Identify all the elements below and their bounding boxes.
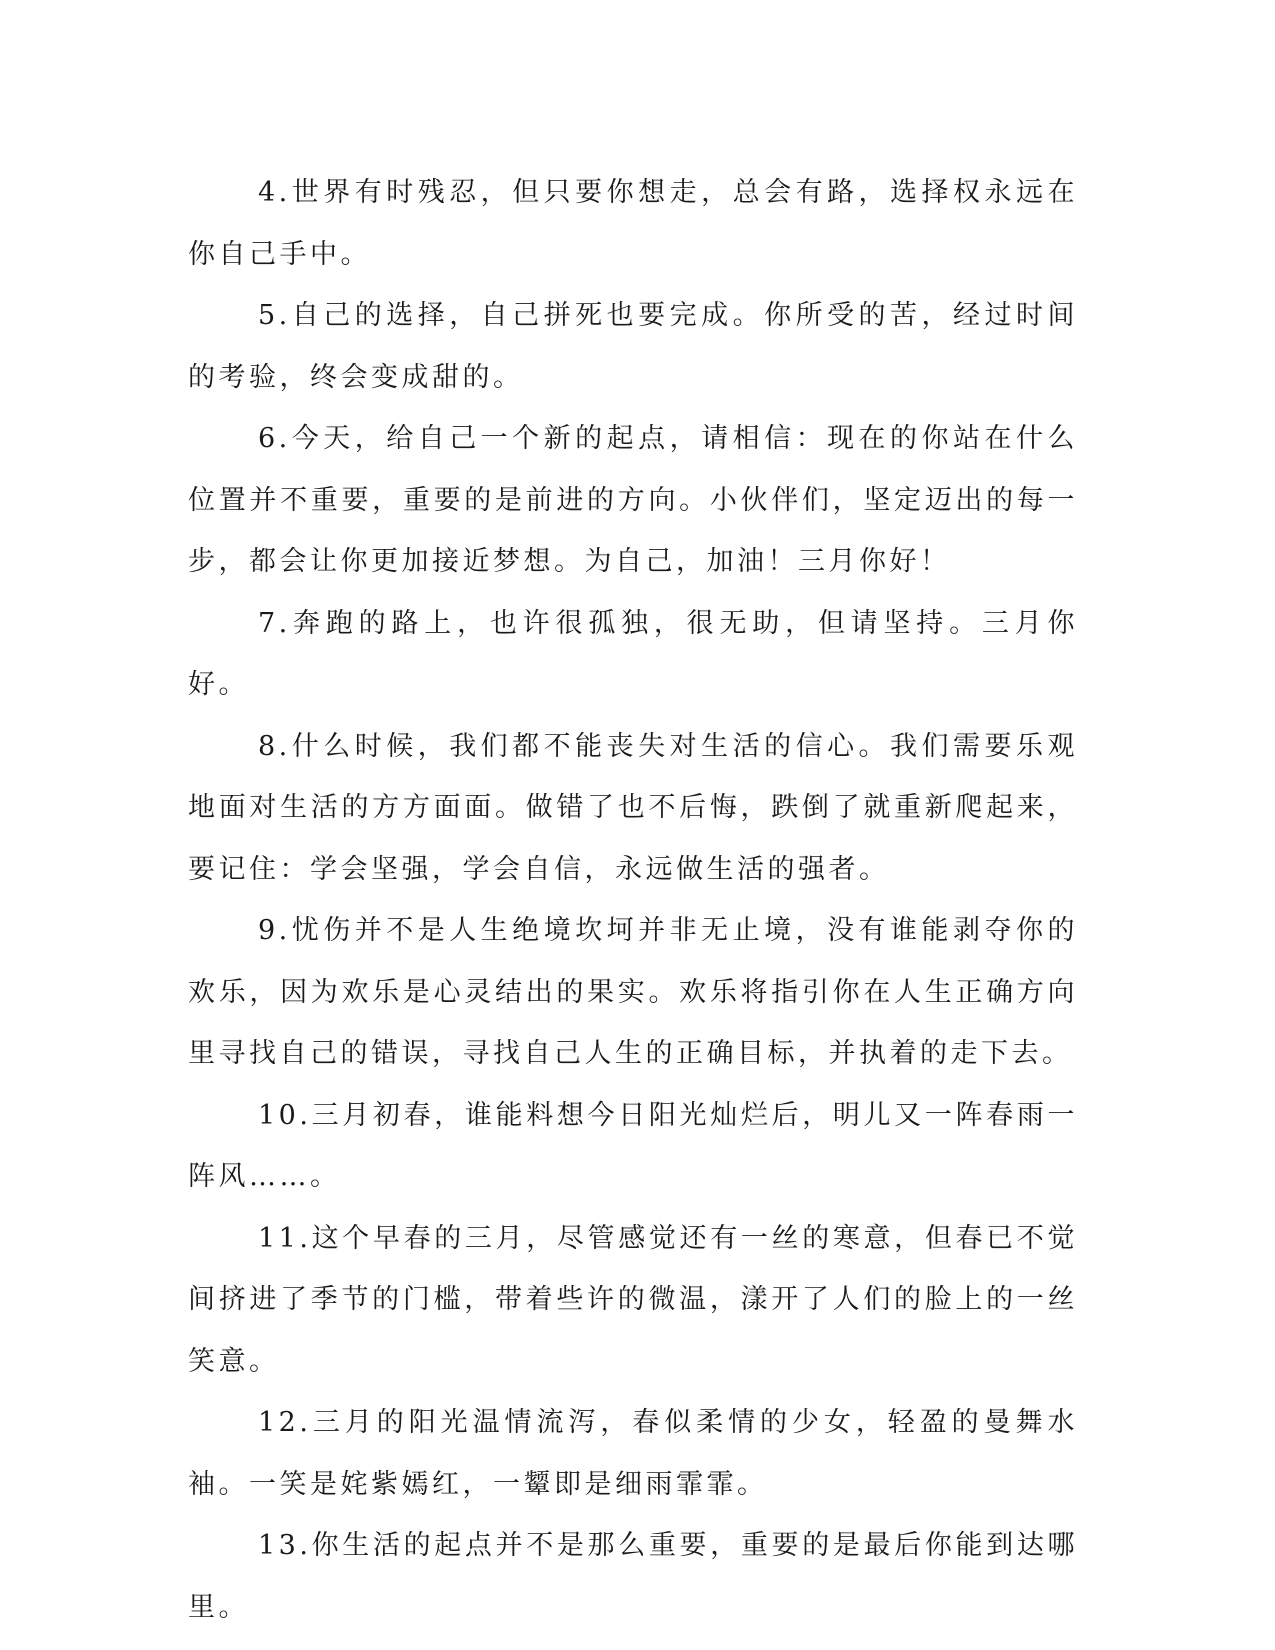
paragraph-10: 10.三月初春，谁能料想今日阳光灿烂后，明儿又一阵春雨一阵风……。 — [188, 1099, 1078, 1192]
paragraph-9: 9.忧伤并不是人生绝境坎坷并非无止境，没有谁能剥夺你的欢乐，因为欢乐是心灵结出的果实。欢乐将指引你在人生正确方向里寻找自己的错误，寻找自己人生的正确目标，并执着的走下去。 — [188, 915, 1078, 1069]
paragraph-11: 11.这个早春的三月，尽管感觉还有一丝的寒意，但春已不觉间挤进了季节的门槛，带着些许的微温，漾开了人们的脸上的一丝笑意。 — [188, 1222, 1078, 1377]
paragraph-13: 13.你生活的起点并不是那么重要，重要的是最后你能到达哪里。 — [188, 1530, 1078, 1623]
paragraph-5: 5.自己的选择，自己拼死也要完成。你所受的苦，经过时间的考验，终会变成甜的。 — [188, 300, 1078, 393]
paragraph-12: 12.三月的阳光温情流泻，春似柔情的少女，轻盈的曼舞水袖。一笑是姹紫嫣红，一颦即是细雨霏霏。 — [188, 1407, 1078, 1500]
paragraph-4: 4.世界有时残忍，但只要你想走，总会有路，选择权永远在你自己手中。 — [188, 177, 1078, 270]
paragraph-7: 7.奔跑的路上，也许很孤独，很无助，但请坚持。三月你好。 — [188, 607, 1078, 700]
paragraph-6: 6.今天，给自己一个新的起点，请相信：现在的你站在什么位置并不重要，重要的是前进的方向。小伙伴们，坚定迈出的每一步，都会让你更加接近梦想。为自己，加油！三月你好！ — [188, 423, 1078, 577]
document-body — [188, 162, 1078, 1638]
paragraph-8: 8.什么时候，我们都不能丧失对生活的信心。我们需要乐观地面对生活的方方面面。做错了也不后悔，跌倒了就重新爬起来，要记住：学会坚强，学会自信，永远做生活的强者。 — [188, 730, 1078, 885]
